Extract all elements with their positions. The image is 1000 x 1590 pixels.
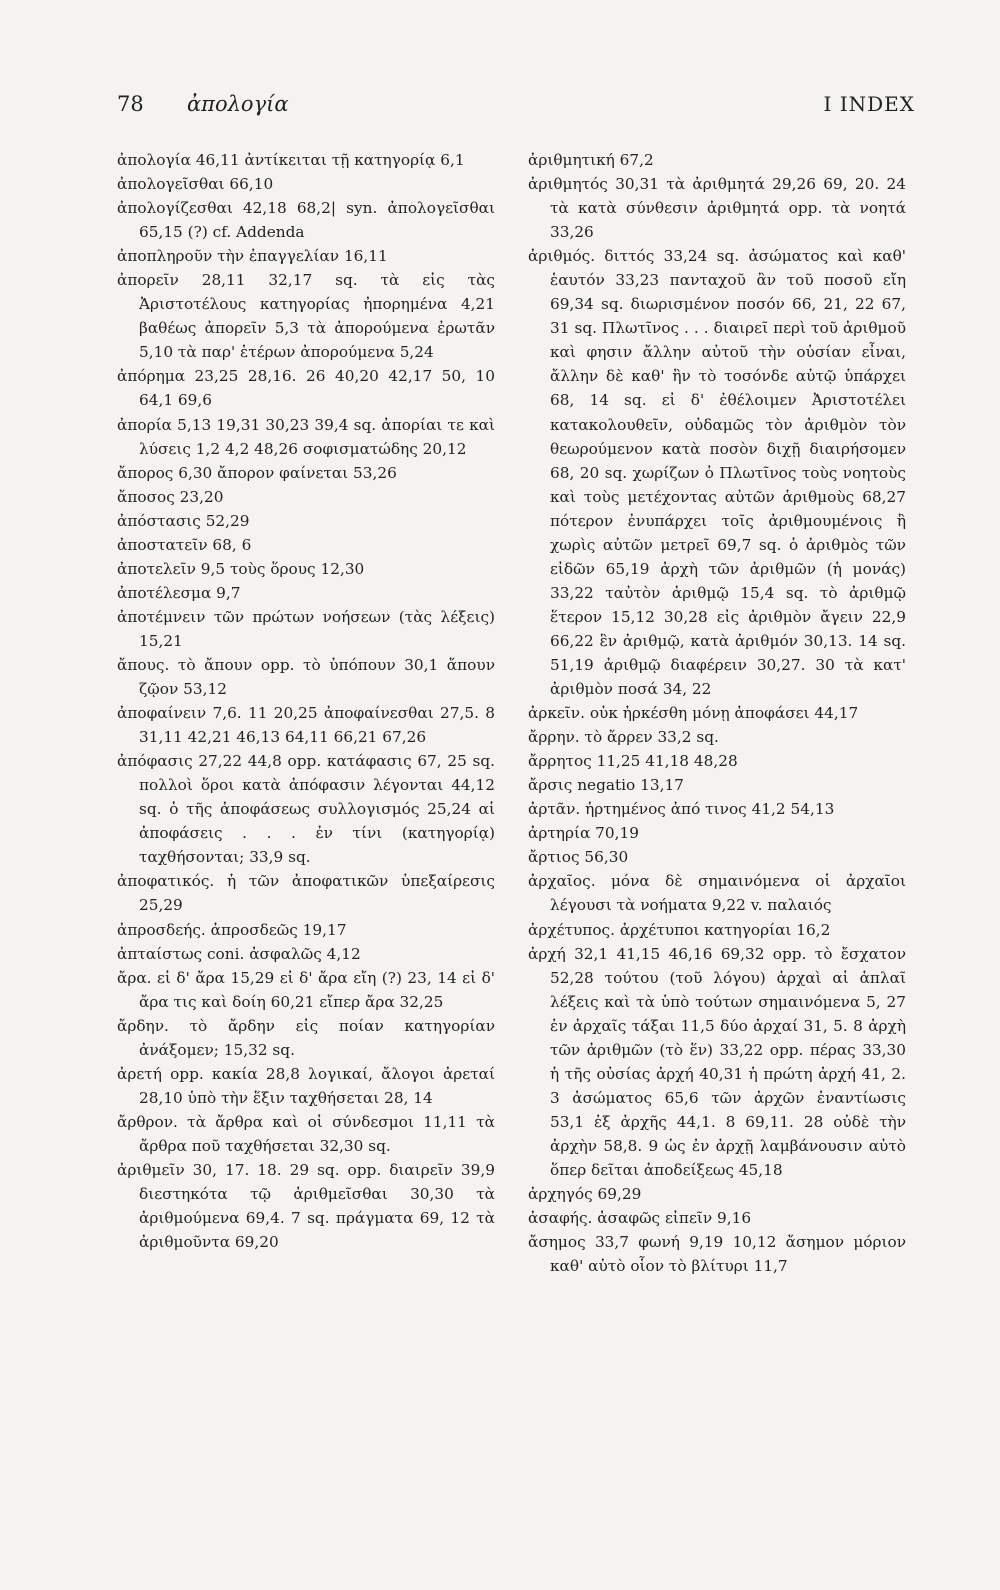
index-entry: ἄρρητος 11,25 41,18 48,28 [528, 752, 738, 771]
index-entry: ἀρκεῖν. οὐκ ἠρκέσθη μόνῃ ἀποφάσει 44,17 [528, 704, 859, 723]
index-entry: ἀρχηγός 69,29 [528, 1185, 642, 1204]
index-entry: ἀπόστασις 52,29 [117, 511, 250, 530]
section-title: I INDEX [823, 92, 915, 116]
index-entry: ἀποπληροῦν τὴν ἐπαγγελίαν 16,11 [117, 247, 388, 266]
index-entry: ἀποτέλεσμα 9,7 [117, 583, 241, 602]
index-entry: ἀπροσδεής. ἀπροσδεῶς 19,17 [117, 920, 347, 939]
index-entry: ἄρτιος 56,30 [528, 848, 629, 867]
index-entry: ἄπους. τὸ ἄπουν opp. τὸ ὑπόπουν 30,1 ἄπουν ζῷον 53,12 [117, 655, 495, 699]
index-entry: ἀποφαίνειν 7,6. 11 20,25 ἀποφαίνεσθαι 27,5. 8 31,11 42,21 46,13 64,11 66,21 67,26 [117, 704, 495, 747]
index-entry: ἀρχή 32,1 41,15 46,16 69,32 opp. τὸ ἔσχατον 52,28 τούτου (τοῦ λόγου) ἀρχαὶ αἱ ἁπλαῖ λέξεις καὶ τὰ ὑπὸ τούτων σημαινόμενα 5, 27 ἐν ἀρχαῖς τάξαι 11,5 δύο ἀρχαί 31, 5. 8 ἀρχὴ τῶν ἀριθμῶν (τὸ ἕν) 33,22 opp. πέρας 33,30 ἡ τῆς οὐσίας ἀρχή 40,31 ἡ πρώτη ἀρχή 41, 2. 3 ἀσώματος 65,6 τῶν ἀρχῶν ἐναντίωσις 53,1 ἐξ ἀρχῆς 44,1. 8 69,11. 28 οὐδὲ τὴν ἀρχὴν 58,8. 9 ὡς ἐν ἀρχῇ λαμβάνουσιν αὐτὸ ὅπερ δεῖται ἀποδείξεως 45,18 [528, 944, 906, 1179]
page-header [117, 92, 915, 128]
index-entry: ἀρετή opp. κακία 28,8 λογικαί, ἄλογοι ἀρεταί 28,10 ὑπὸ τὴν ἕξιν ταχθήσεται 28, 14 [117, 1064, 495, 1107]
index-column-right [528, 148, 906, 1278]
index-entry: ἀρτηρία 70,19 [528, 824, 639, 843]
index-entry: ἀπολογεῖσθαι 66,10 [117, 175, 274, 194]
index-entry: ἄρθρον. τὰ ἄρθρα καὶ οἱ σύνδεσμοι 11,11 τὰ ἄρθρα ποῦ ταχθήσεται 32,30 sq. [117, 1112, 495, 1155]
index-entry: ἀριθμός. διττός 33,24 sq. ἀσώματος καὶ καθ' ἑαυτόν 33,23 πανταχοῦ ἂν τοῦ ποσοῦ εἴη 69,34 sq. διωρισμένον ποσόν 66, 21, 22 67, 31 sq. Πλωτῖνος . . . διαιρεῖ περὶ τοῦ ἀριθμοῦ καὶ φησιν ἄλλην αὐτοῦ τὴν οὐσίαν εἶναι, ἄλλην δὲ καθ' ἣν τὸ τοσόνδε αὐτῷ ὑπάρχει 68, 14 sq. εἰ δ' ἐθέλοιμεν Ἀριστοτέλει κατακολουθεῖν, οὐδαμῶς τὸν ἀριθμὸν τὸν θεωρούμενον κατὰ ποσὸν διχῇ διαιρήσομεν 68, 20 sq. χωρίζων ὁ Πλωτῖνος τοὺς νοητοὺς καὶ τοὺς μετέχοντας αὐτῶν ἀριθμοὺς 68,27 πότερον ἐνυπάρχει τοῖς ἀριθμουμένοις ἢ χωρὶς αὐτῶν μετρεῖ 69,7 sq. ὁ ἀριθμὸς τῶν εἰδῶν 65,19 ἀρχὴ τῶν ἀριθμῶν (ἡ μονάς) 33,22 ταὐτὸν ἀριθμῷ 15,4 sq. τὸ ἀριθμῷ ἕτερον 15,12 30,28 εἰς ἀριθμὸν ἄγειν 22,9 66,22 ἓν ἀριθμῷ, κατὰ ἀριθμόν 30,13. 14 sq. 51,19 ἀριθμῷ διαφέρειν 30,27. 30 τὰ κατ' ἀριθμὸν ποσά 34, 22 [528, 247, 906, 699]
page-number: 78 [117, 92, 144, 116]
index-entry: ἀποστατεῖν 68, 6 [117, 535, 252, 554]
index-entry: ἄρα. εἰ δ' ἄρα 15,29 εἰ δ' ἄρα εἴη (?) 23, 14 εἰ δ' ἄρα τις καὶ δοίη 60,21 εἴπερ ἄρα 32,25 [117, 968, 495, 1011]
index-entry: ἄπορος 6,30 ἄπορον φαίνεται 53,26 [117, 463, 397, 482]
index-entry: ἀποτέμνειν τῶν πρώτων νοήσεων (τὰς λέξεις) 15,21 [117, 607, 495, 650]
index-entry: ἀσαφής. ἀσαφῶς εἰπεῖν 9,16 [528, 1209, 752, 1228]
index-entry: ἀπταίστως coni. ἀσφαλῶς 4,12 [117, 944, 361, 963]
index-entry: ἀπόφασις 27,22 44,8 opp. κατάφασις 67, 25 sq. πολλοὶ ὅροι κατὰ ἀπόφασιν λέγονται 44,12 sq. ὁ τῆς ἀποφάσεως συλλογισμός 25,24 αἱ ἀποφάσεις . . . ἐν τίνι (κατηγορίᾳ) ταχθήσονται; 33,9 sq. [117, 752, 495, 867]
index-column-left [117, 148, 495, 1254]
index-entry: ἀριθμητική 67,2 [528, 151, 654, 169]
index-entry: ἄρδην. τὸ ἄρδην εἰς ποίαν κατηγορίαν ἀνάξομεν; 15,32 sq. [117, 1016, 495, 1059]
index-entry: ἀπολογία 46,11 ἀντίκειται τῇ κατηγορίᾳ 6,1 [117, 151, 465, 169]
index-entry: ἀπορεῖν 28,11 32,17 sq. τὰ εἰς τὰς Ἀριστοτέλους κατηγορίας ἠπορημένα 4,21 βαθέως ἀπορεῖν 5,3 τὰ ἀπορούμενα ἐρωτᾶν 5,10 τὰ παρ' ἑτέρων ἀπορούμενα 5,24 [117, 271, 495, 362]
running-header-word: ἀπολογία [187, 92, 289, 116]
index-entry: ἀπορία 5,13 19,31 30,23 39,4 sq. ἀπορίαι τε καὶ λύσεις 1,2 4,2 48,26 σοφισματώδης 20,12 [117, 415, 495, 458]
index-entry: ἀπολογίζεσθαι 42,18 68,2| syn. ἀπολογεῖσθαι 65,15 (?) cf. Addenda [117, 199, 495, 242]
index-entry: ἀριθμεῖν 30, 17. 18. 29 sq. opp. διαιρεῖν 39,9 διεστηκότα τῷ ἀριθμεῖσθαι 30,30 τὰ ἀριθμούμενα 69,4. 7 sq. πράγματα 69, 12 τὰ ἀριθμοῦντα 69,20 [117, 1160, 495, 1252]
index-entry: ἀρτᾶν. ἠρτημένος ἀπό τινος 41,2 54,13 [528, 800, 835, 819]
index-entry: ἀριθμητός 30,31 τὰ ἀριθμητά 29,26 69, 20. 24 τὰ κατὰ σύνθεσιν ἀριθμητά opp. τὰ νοητά 33,26 [528, 175, 906, 242]
index-entry: ἀρχέτυπος. ἀρχέτυποι κατηγορίαι 16,2 [528, 920, 831, 939]
index-entry: ἄρσις negatio 13,17 [528, 776, 684, 795]
index-entry: ἀρχαῖος. μόνα δὲ σημαινόμενα οἱ ἀρχαῖοι λέγουσι τὰ νοήματα 9,22 v. παλαιός [528, 872, 906, 915]
index-entry: ἄσημος 33,7 φωνή 9,19 10,12 ἄσημον μόριον καθ' αὑτὸ οἷον τὸ βλίτυρι 11,7 [528, 1233, 906, 1276]
index-entry: ἀπόρημα 23,25 28,16. 26 40,20 42,17 50, 10 64,1 69,6 [117, 367, 495, 410]
index-entry: ἄρρην. τὸ ἄρρεν 33,2 sq. [528, 728, 719, 747]
index-entry: ἀποτελεῖν 9,5 τοὺς ὅρους 12,30 [117, 559, 365, 578]
index-entry: ἀποφατικός. ἡ τῶν ἀποφατικῶν ὑπεξαίρεσις 25,29 [117, 872, 495, 915]
index-entry: ἄποσος 23,20 [117, 487, 224, 506]
